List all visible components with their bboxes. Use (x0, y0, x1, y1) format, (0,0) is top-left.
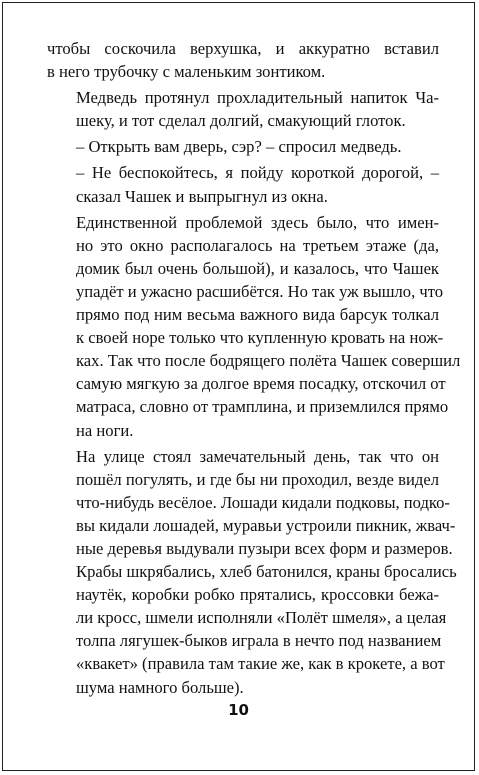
paragraph (47, 211, 461, 442)
text-line: шеку, и тот сделал долгий, смакующий глоток. (76, 111, 406, 131)
page-number: 10 (228, 701, 249, 719)
book-page (2, 2, 475, 771)
paragraph (47, 161, 439, 207)
text-line: но это окно располагалось на третьем этаже (да, (76, 235, 439, 255)
text-line: вы кидали лошадей, муравьи устроили пикник, жвач- (76, 515, 456, 535)
text-line: пошёл погулять, и где бы ни проходил, везде видел (76, 469, 439, 489)
text-line: На улице стоял замечательный день, так что он (76, 446, 439, 466)
paragraph (47, 37, 439, 83)
text-line: толпа лягушек-быков играла в нечто под названием (76, 631, 442, 651)
paragraph (47, 86, 439, 132)
text-line: домик был очень большой), и казалось, что Чашек (76, 258, 439, 278)
text-line: – Открыть вам дверь, сэр? – спросил медведь. (76, 137, 402, 157)
text-line: чтобы соскочила верхушка, и аккуратно вставил (47, 39, 439, 58)
text-line: ли кросс, шмели исполняли «Полёт шмеля», а целая (76, 608, 447, 628)
paragraph (47, 135, 439, 158)
text-line: Медведь протянул прохладительный напиток Ча- (76, 88, 439, 108)
text-line: самую мягкую за долгое время посадку, отскочил от (76, 374, 446, 394)
text-line: что-нибудь весёлое. Лошади кидали подковы, подко- (76, 492, 450, 512)
text-line: Крабы шкрябались, хлеб батонился, краны бросались (76, 562, 457, 582)
text-line: матраса, словно от трамплина, и приземлился прямо (76, 397, 449, 417)
text-line: к своей норе только что купленную кровать на нож- (76, 328, 444, 348)
text-line: ках. Так что после бодрящего полёта Чашек совершил (76, 351, 461, 371)
text-line: шума намного больше). (76, 677, 244, 697)
text-line: – Не беспокойтесь, я пойду короткой дорогой, – (76, 163, 439, 183)
text-line: ные деревья выдували пузыри всех форм и размеров. (76, 538, 453, 558)
text-line: «квакет» (правила там такие же, как в крокете, а вот (76, 654, 445, 674)
text-line: в него трубочку с маленьким зонтиком. (47, 62, 326, 82)
paragraph (47, 445, 457, 699)
text-line: на ноги. (76, 420, 134, 440)
text-line: сказал Чашек и выпрыгнул из окна. (76, 186, 328, 206)
body-text (47, 37, 461, 699)
text-line: Единственной проблемой здесь было, что имен- (76, 212, 439, 232)
text-line: упадёт и ужасно расшибётся. Но так уж вышло, что (76, 281, 444, 301)
text-line: наутёк, коробки робко прятались, кроссовки бежа- (76, 585, 439, 605)
text-line: прямо под ним весьма важного вида барсук толкал (76, 305, 439, 325)
